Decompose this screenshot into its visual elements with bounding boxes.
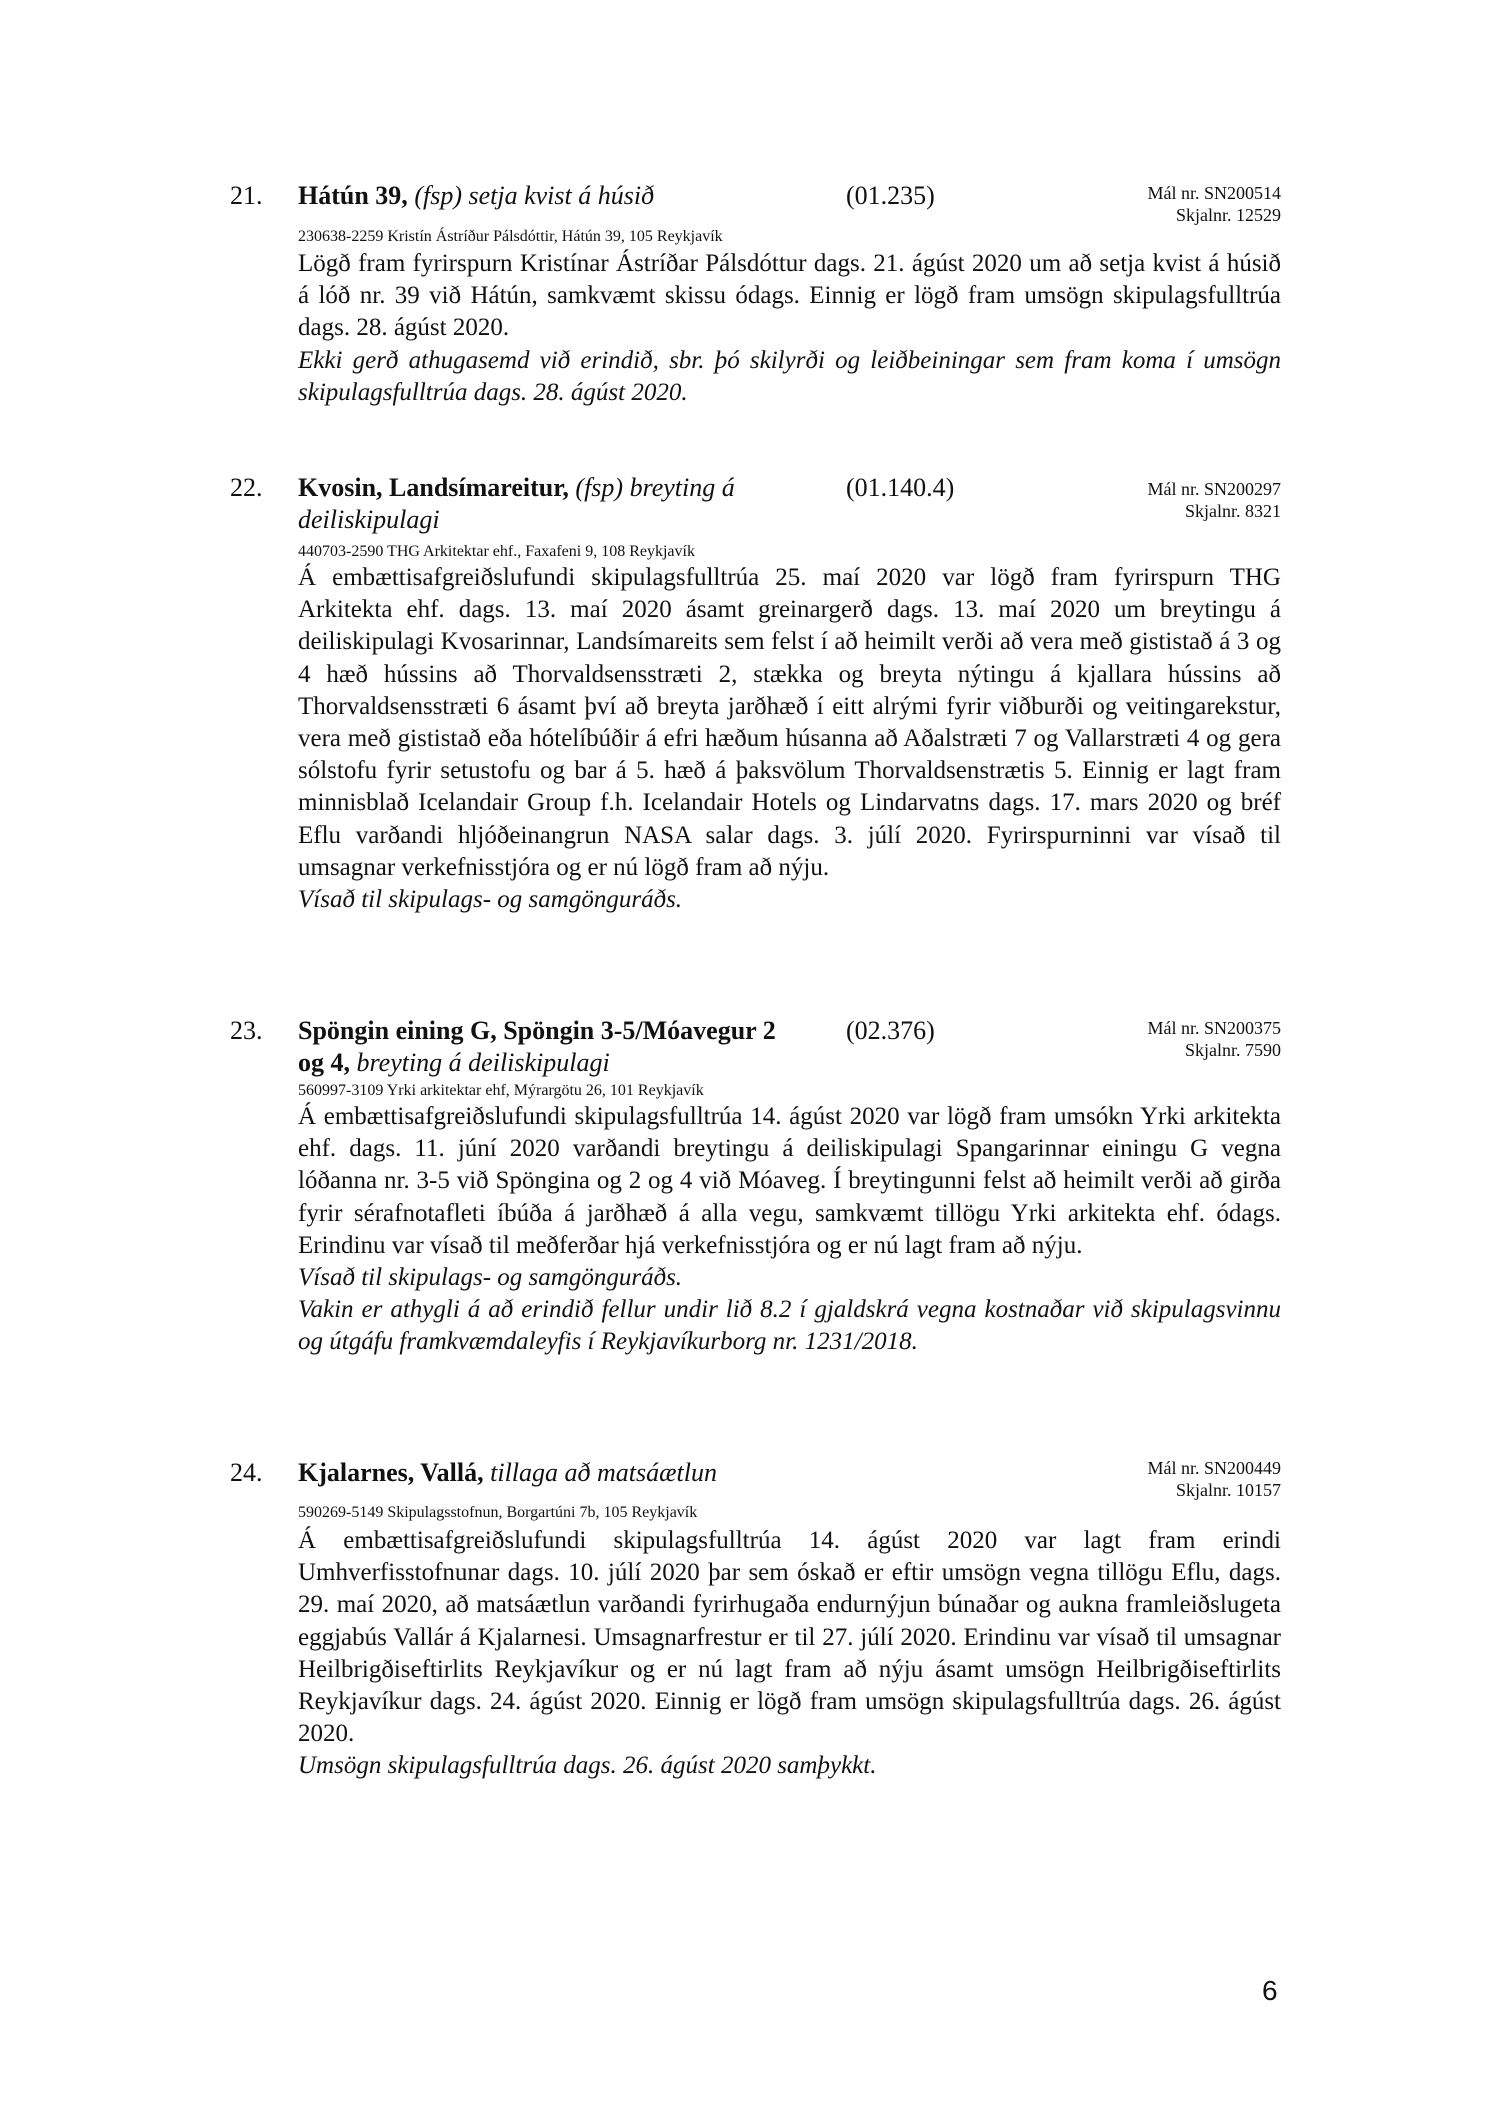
item-title: Kvosin, Landsímareitur,: [298, 473, 569, 502]
applicant: 560997-3109 Yrki arkitektar ehf, Mýrargötu 26, 101 Reykjavík: [298, 1082, 704, 1099]
item-subtitle: (fsp) setja kvist á húsið: [414, 181, 655, 210]
item-subtitle: tillaga að matsáætlun: [490, 1458, 717, 1487]
item-title: Kjalarnes, Vallá,: [298, 1458, 484, 1487]
decision: Ekki gerð athugasemd við erindið, sbr. þó skilyrði og leiðbeiningar sem fram koma í umsögn skipulagsfulltrúa dags. 28. ágúst 2020.: [298, 346, 1281, 406]
paragraph: Á embættisafgreiðslufundi skipulagsfulltrúa 14. ágúst 2020 var lögð fram umsókn Yrki arkitekta ehf. dags. 11. júní 2020 varðandi breytingu á deiliskipulagi Spangarinnar einingu G vegna lóðanna nr. 3-5 við Spöngina og 2 og 4 við Móaveg. Í breytingunni felst að heimilt verði að girða fyrir sérafnotafleti íbúða á jarðhæð á alla vegu, samkvæmt tillögu Yrki arkitekta ehf. ódags. Erindinu var vísað til meðferðar hjá verkefnisstjóra og er nú lagt fram að nýju.: [298, 1103, 1281, 1259]
case-number: Mál nr. SN200514: [1147, 183, 1281, 203]
applicant: 230638-2259 Kristín Ástríður Pálsdóttir, Hátún 39, 105 Reykjavík: [298, 228, 723, 245]
page-number: 6: [1262, 1975, 1278, 2006]
item-title: Hátún 39,: [298, 181, 408, 210]
item-body: [298, 1101, 1281, 1359]
item-subtitle: (fsp) breyting á deiliskipulagi: [298, 473, 735, 534]
applicant: 590269-5149 Skipulagsstofnun, Borgartúni 7b, 105 Reykjavík: [298, 1504, 698, 1521]
item-body: [298, 1525, 1281, 1783]
item-code: (01.140.4): [846, 473, 955, 502]
item-references: [1147, 478, 1281, 522]
item-body: [298, 562, 1281, 916]
decision: Umsögn skipulagsfulltrúa dags. 26. ágúst 2020 samþykkt.: [298, 1752, 877, 1780]
document-number: Skjalnr. 10157: [1175, 1480, 1281, 1500]
item-code: (02.376): [846, 1016, 935, 1045]
item-references: [1147, 1457, 1281, 1501]
decision: Vísað til skipulags- og samgönguráðs.: [298, 1264, 683, 1292]
document-number: Skjalnr. 12529: [1175, 205, 1281, 225]
item-number: 22.: [230, 473, 263, 502]
paragraph: Lögð fram fyrirspurn Kristínar Ástríðar Pálsdóttur dags. 21. ágúst 2020 um að setja kvist á húsið á lóð nr. 39 við Hátún, samkvæmt skissu ódags. Einnig er lögð fram umsögn skipulagsfulltrúa dags. 28. ágúst 2020.: [298, 250, 1281, 342]
item-number: 23.: [230, 1016, 263, 1045]
item-number: 24.: [230, 1458, 263, 1487]
item-references: [1147, 182, 1281, 226]
item-heading: [298, 1457, 818, 1489]
item-heading: [298, 180, 818, 212]
document-number: Skjalnr. 8321: [1184, 501, 1281, 521]
item-number: 21.: [230, 181, 263, 210]
item-heading: [298, 1015, 808, 1079]
decision: Vísað til skipulags- og samgönguráðs.: [298, 886, 683, 914]
item-references: [1147, 1017, 1281, 1061]
item-title: Spöngin eining G, Spöngin 3-5/Móavegur 2 og 4,: [298, 1016, 776, 1077]
item-code: (01.235): [846, 181, 935, 210]
applicant: 440703-2590 THG Arkitektar ehf., Faxafeni 9, 108 Reykjavík: [298, 543, 695, 560]
item-body: [298, 248, 1281, 409]
case-number: Mál nr. SN200449: [1147, 1458, 1281, 1478]
paragraph: Á embættisafgreiðslufundi skipulagsfulltrúa 25. maí 2020 var lögð fram fyrirspurn THG Arkitekta ehf. dags. 13. maí 2020 ásamt greinargerð dags. 13. maí 2020 um breytingu á deiliskipulagi Kvosarinnar, Landsímareits sem felst í að heimilt verði að vera með gististað á 3 og 4 hæð hússins að Thorvaldsensstræti 2, stækka og breyta nýtingu á kjallara hússins að Thorvaldsensstræti 6 ásamt því að breyta jarðhæð í eitt alrými fyrir viðburði og veitingarekstur, vera með gististað eða hótelíbúðir á efri hæðum húsanna að Aðalstræti 7 og Vallarstræti 4 og gera sólstofu fyrir setustofu og bar á 5. hæð á þaksvölum Thorvaldsenstrætis 5. Einnig er lagt fram minnisblað Icelandair Group f.h. Icelandair Hotels og Lindarvatns dags. 17. mars 2020 og bréf Eflu varðandi hljóðeinangrun NASA salar dags. 3. júlí 2020. Fyrirspurninni var vísað til umsagnar verkefnisstjóra og er nú lögð fram að nýju.: [298, 564, 1281, 881]
case-number: Mál nr. SN200375: [1147, 1018, 1281, 1038]
item-heading: [298, 472, 798, 536]
paragraph: Á embættisafgreiðslufundi skipulagsfulltrúa 14. ágúst 2020 var lagt fram erindi Umhverfisstofnunar dags. 10. júlí 2020 þar sem óskað er eftir umsögn vegna tillögu Eflu, dags. 29. maí 2020, að matsáætlun varðandi fyrirhugaða endurnýjun búnaðar og aukna framleiðslugeta eggjabús Vallár á Kjalarnesi. Umsagnarfrestur er til 27. júlí 2020. Erindinu var vísað til umsagnar Heilbrigðiseftirlits Reykjavíkur og er nú lagt fram að nýju ásamt umsögn Heilbrigðiseftirlits Reykjavíkur dags. 24. ágúst 2020. Einnig er lögð fram umsögn skipulagsfulltrúa dags. 26. ágúst 2020.: [298, 1527, 1281, 1748]
note: Vakin er athygli á að erindið fellur undir lið 8.2 í gjaldskrá vegna kostnaðar við skipulagsvinnu og útgáfu framkvæmdaleyfis í Reykjavíkurborg nr. 1231/2018.: [298, 1296, 1281, 1356]
item-subtitle: breyting á deiliskipulagi: [356, 1048, 610, 1077]
case-number: Mál nr. SN200297: [1147, 479, 1281, 499]
document-number: Skjalnr. 7590: [1184, 1040, 1281, 1060]
